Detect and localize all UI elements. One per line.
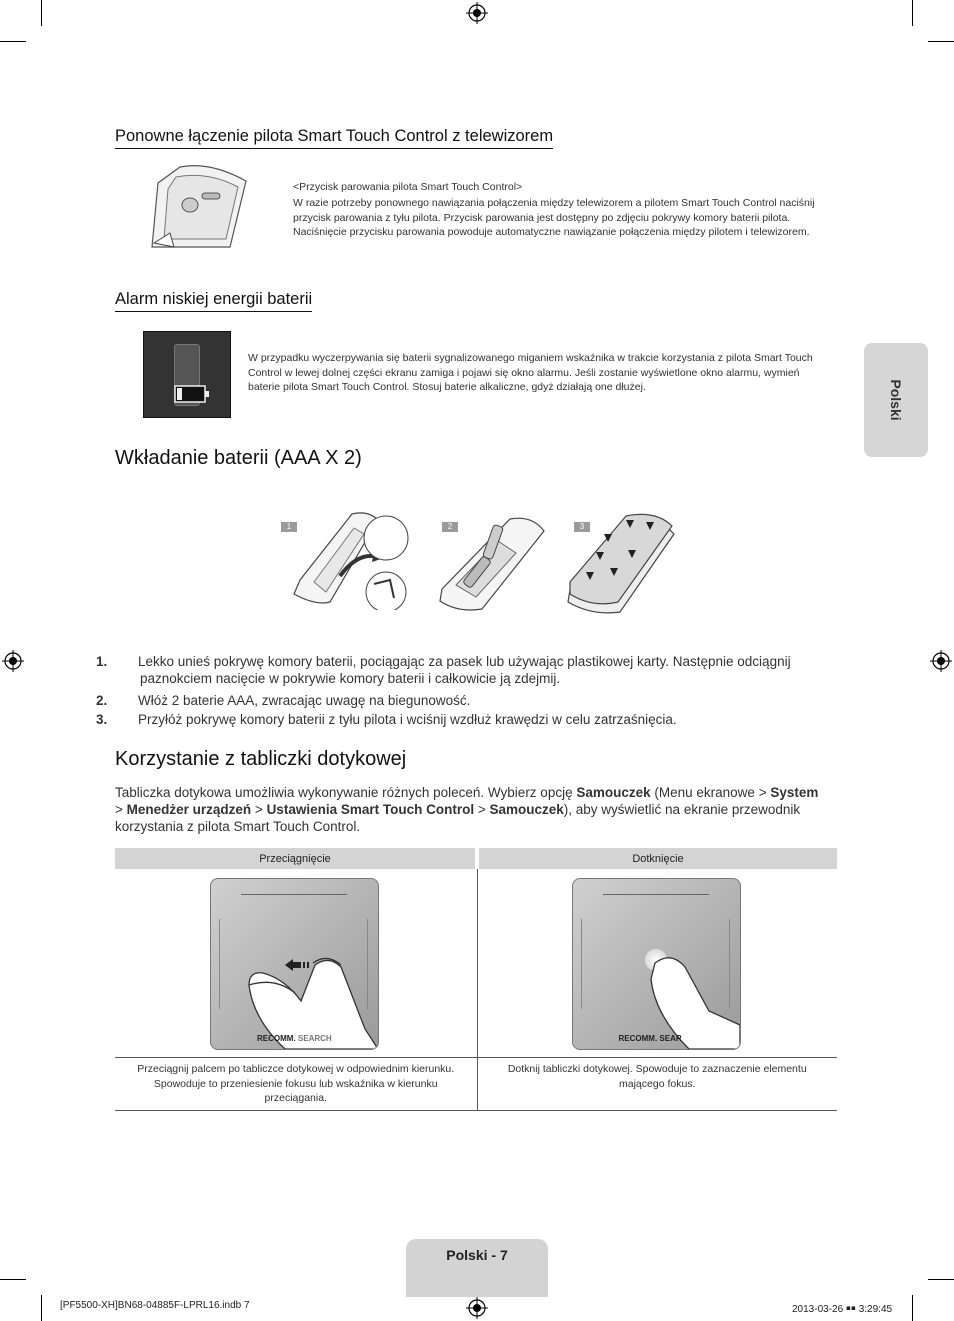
step-text: Przyłóż pokrywę komory baterii z tyłu pilota i wciśnij wzdłuż krawędzi w celu zatrzaśnięcia. xyxy=(138,712,677,727)
crop-mark xyxy=(928,41,954,42)
touchpad-gesture-table xyxy=(115,848,837,1111)
touchpad-tap-illustration xyxy=(572,878,741,1050)
recomm-label: RECOMM. xyxy=(257,1034,296,1043)
registration-mark-icon xyxy=(466,2,488,24)
registration-mark-icon xyxy=(930,650,952,672)
step3-close-cover-illustration xyxy=(566,512,678,616)
step1-remove-cover-illustration xyxy=(290,510,410,610)
side-tab-label: Polski xyxy=(888,379,904,421)
crop-mark xyxy=(928,1279,954,1280)
crop-mark xyxy=(0,1279,26,1280)
crop-mark xyxy=(912,0,913,26)
section-title-touchpad: Korzystanie z tabliczki dotykowej xyxy=(115,748,407,770)
menu-path-item: Menedżer urządzeń xyxy=(126,802,252,817)
step-badge-3: 3 xyxy=(574,522,590,532)
step-badge-1: 1 xyxy=(281,522,297,532)
page-number: Polski - 7 xyxy=(446,1247,508,1263)
tap-description: Dotknij tabliczki dotykowej. Spowoduje to zaznaczenie elementu mającego fokus. xyxy=(477,1058,837,1111)
menu-path-item: System xyxy=(770,785,819,800)
column-header-tap: Dotknięcie xyxy=(477,848,837,869)
crop-mark xyxy=(41,1295,42,1321)
language-side-tab xyxy=(864,343,928,457)
menu-path-item: Ustawienia Smart Touch Control xyxy=(266,802,475,817)
step-number: 2. xyxy=(96,693,108,708)
step-number: 1. xyxy=(96,654,108,669)
recomm-label: RECOMM. xyxy=(618,1034,658,1043)
step-text: Włóż 2 baterie AAA, zwracając uwagę na biegunowość. xyxy=(138,693,471,708)
arrow-left-icon xyxy=(285,959,311,971)
remote-back-illustration xyxy=(150,163,254,249)
text-run: > xyxy=(251,802,267,817)
menu-path-item: Samouczek xyxy=(489,802,564,817)
footer-timestamp: 2013-03-26 ￭￭ 3:29:45 xyxy=(792,1304,893,1315)
section-title-reconnect: Ponowne łączenie pilota Smart Touch Control z telewizorem xyxy=(115,127,553,149)
battery-low-icon xyxy=(174,384,210,404)
drag-description: Przeciągnij palcem po tabliczce dotykowej w odpowiednim kierunku. Spowoduje to przeniesienie fokusu lub wskaźnika w kierunku przeciągania. xyxy=(115,1058,477,1111)
search-label: SEAR xyxy=(659,1034,682,1043)
page-number-tab xyxy=(406,1239,548,1297)
step-number: 3. xyxy=(96,712,108,727)
section-title-battery-insert: Wkładanie baterii (AAA X 2) xyxy=(115,447,362,469)
crop-mark xyxy=(41,0,42,26)
drag-image-cell xyxy=(115,869,477,1058)
tap-image-cell xyxy=(477,869,837,1058)
text-run: > xyxy=(115,802,127,817)
text-run: > xyxy=(474,802,490,817)
pairing-text: W razie potrzeby ponownego nawiązania połączenia między telewizorem a pilotem Smart Touch Control naciśnij przycisk parowania z tyłu pilota. Przycisk parowania jest dostępny po zdjęciu pokrywy komory baterii pilota. Naciśnięcie przycisku parowania powoduje automatyczne nawiązanie połączenia między pilotem i telewizorem. xyxy=(293,197,815,238)
step-item-1 xyxy=(96,653,840,687)
search-label: SEARCH xyxy=(297,1034,332,1043)
text-run: ), aby wyświetlić na ekranie przewodnik korzystania z pilota Smart Touch Control. xyxy=(115,802,801,834)
pairing-caption: <Przycisk parowania pilota Smart Touch Control> xyxy=(293,181,523,193)
step-item-2 xyxy=(96,692,840,709)
column-header-drag: Przeciągnięcie xyxy=(115,848,477,869)
step2-insert-batteries-illustration xyxy=(436,515,548,613)
touchpad-drag-illustration xyxy=(210,878,379,1050)
text-run: (Menu ekranowe > xyxy=(650,785,771,800)
step-badge-2: 2 xyxy=(442,522,458,532)
battery-alarm-text: W przypadku wyczerpywania się baterii sygnalizowanego miganiem wskaźnika w trakcie korzystania z pilota Smart Touch Control w lewej dolnej części ekranu zamiga i pojawi się okno alarmu. Jeśli zostanie wyświetlone okno alarmu, wymień baterie pilota Smart Touch Control. Stosuj baterie alkaliczne, gdyż działają one dłużej. xyxy=(248,352,813,393)
crop-mark xyxy=(912,1295,913,1321)
footer-file-info: [PF5500-XH]BN68-04885F-LPRL16.indb 7 xyxy=(60,1300,250,1311)
registration-mark-icon xyxy=(466,1297,488,1319)
menu-path-item: Samouczek xyxy=(576,785,651,800)
text-run: Tabliczka dotykowa umożliwia wykonywanie różnych poleceń. Wybierz opcję xyxy=(115,785,577,800)
touchpad-intro xyxy=(115,784,830,835)
section-title-battery-alarm: Alarm niskiej energii baterii xyxy=(115,290,312,312)
battery-alarm-screen-image xyxy=(143,331,231,418)
registration-mark-icon xyxy=(2,650,24,672)
crop-mark xyxy=(0,41,26,42)
step-text: Lekko unieś pokrywę komory baterii, pociągając za pasek lub używając plastikowej karty. Następnie odciągnij paznokciem nacięcie w pokrywie komory baterii i całkowicie ją zdejmij. xyxy=(138,654,791,686)
step-item-3 xyxy=(96,711,840,728)
